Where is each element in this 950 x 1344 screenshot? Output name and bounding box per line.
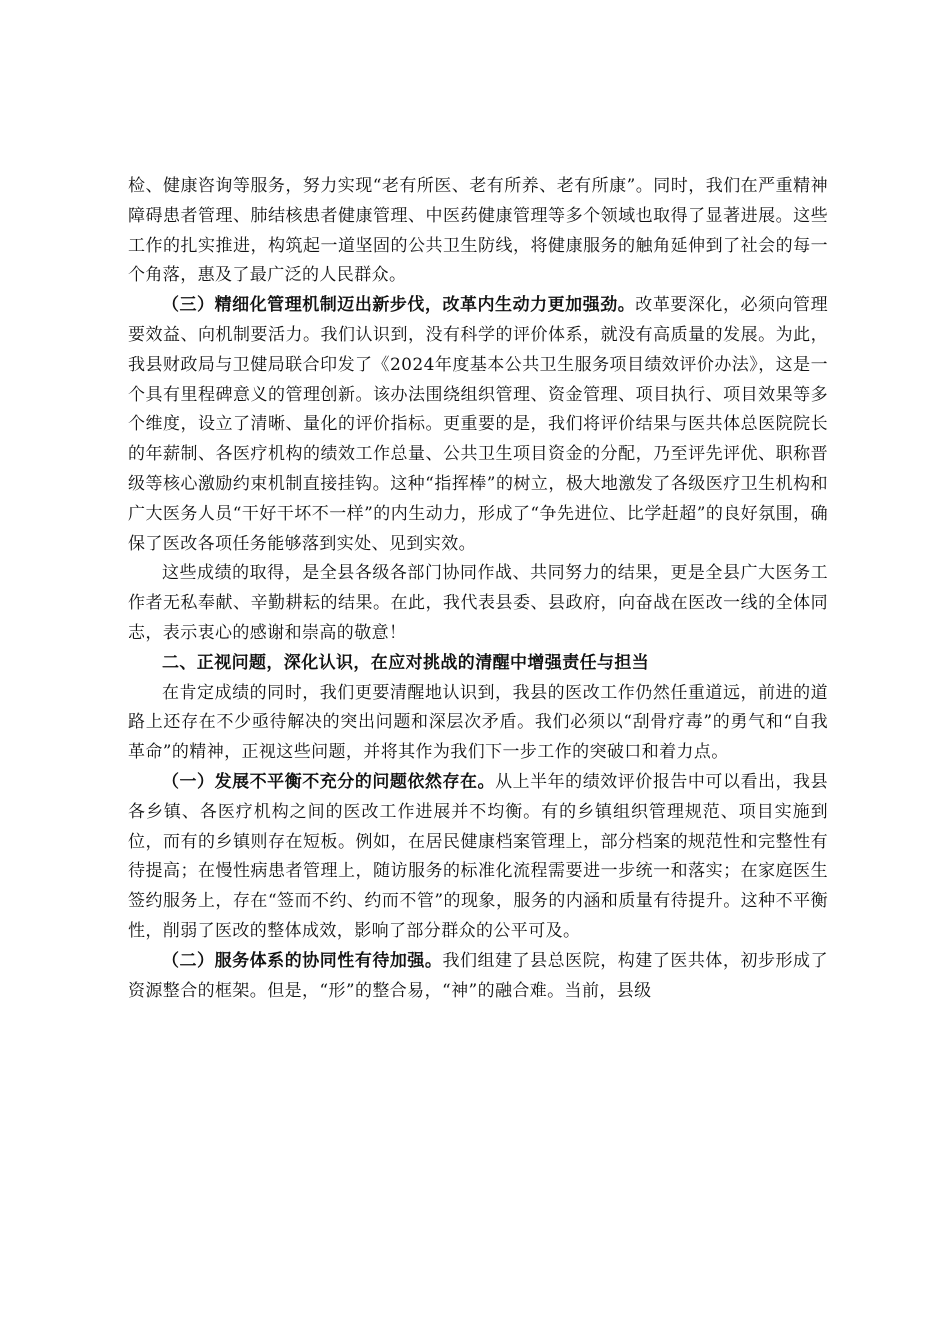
section-heading-text: 二、正视问题，深化认识，在应对挑战的清醒中增强责任与担当 [162,652,650,673]
paragraph-lead-heading: （二）服务体系的协同性有待加强。 [162,950,443,971]
paragraph-text: 我们组建了县总医院，构建了医共体，初步形成了资源整合的框架。但是，“形”的整合易，“神”的融合难。当前，县级 [128,950,828,1001]
paragraph-problem-two [128,947,828,1007]
paragraph-problems-intro [128,679,828,768]
paragraph-section-three [128,291,828,559]
paragraph-problem-one [128,768,828,947]
paragraph-text: 在肯定成绩的同时，我们更要清醒地认识到，我县的医改工作仍然任重道远，前进的道路上还存在不少亟待解决的突出问题和深层次矛盾。我们必须以“刮骨疗毒”的勇气和“自我革命”的精神，正视这些问题，并将其作为我们下一步工作的突破口和着力点。 [128,682,828,763]
document-body [128,172,828,1006]
paragraph-text: 改革要深化，必须向管理要效益、向机制要活力。我们认识到，没有科学的评价体系，就没有高质量的发展。为此，我县财政局与卫健局联合印发了《2024年度基本公共卫生服务项目绩效评价办法》，这是一个具有里程碑意义的管理创新。该办法围绕组织管理、资金管理、项目执行、项目效果等多个维度，设立了清晰、量化的评价指标。更重要的是，我们将评价结果与医共体总医院院长的年薪制、各医疗机构的绩效工作总量、公共卫生项目资金的分配，乃至评先评优、职称晋级等核心激励约束机制直接挂钩。这种“指挥棒”的树立，极大地激发了各级医疗卫生机构和广大医务人员“干好干坏不一样”的内生动力，形成了“争先进位、比学赶超”的良好氛围，确保了医改各项任务能够落到实处、见到实效。 [128,295,828,554]
paragraph-text: 从上半年的绩效评价报告中可以看出，我县各乡镇、各医疗机构之间的医改工作进展并不均衡。有的乡镇组织管理规范、项目实施到位，而有的乡镇则存在短板。例如，在居民健康档案管理上，部分档案的规范性和完整性有待提高；在慢性病患者管理上，随访服务的标准化流程需要进一步统一和落实；在家庭医生签约服务上，存在“签而不约、约而不管”的现象，服务的内涵和质量有待提升。这种不平衡性，削弱了医改的整体成效，影响了部分群众的公平可及。 [128,771,828,941]
paragraph-text: 这些成绩的取得，是全县各级各部门协同作战、共同努力的结果，更是全县广大医务工作者无私奉献、辛勤耕耘的结果。在此，我代表县委、县政府，向奋战在医改一线的全体同志，表示衷心的感谢和崇高的敬意！ [128,563,828,643]
paragraph-text: 检、健康咨询等服务，努力实现“老有所医、老有所养、老有所康”。同时，我们在严重精神障碍患者管理、肺结核患者健康管理、中医药健康管理等多个领域也取得了显著进展。这些工作的扎实推进，构筑起一道坚固的公共卫生防线，将健康服务的触角延伸到了社会的每一个角落，惠及了最广泛的人民群众。 [128,176,828,286]
paragraph-acknowledgement [128,559,828,648]
section-heading-two [128,649,828,679]
paragraph-lead-heading: （三）精细化管理机制迈出新步伐，改革内生动力更加强劲。 [162,295,636,316]
paragraph-lead-heading: （一）发展不平衡不充分的问题依然存在。 [162,771,496,792]
paragraph-continuation [128,172,828,291]
